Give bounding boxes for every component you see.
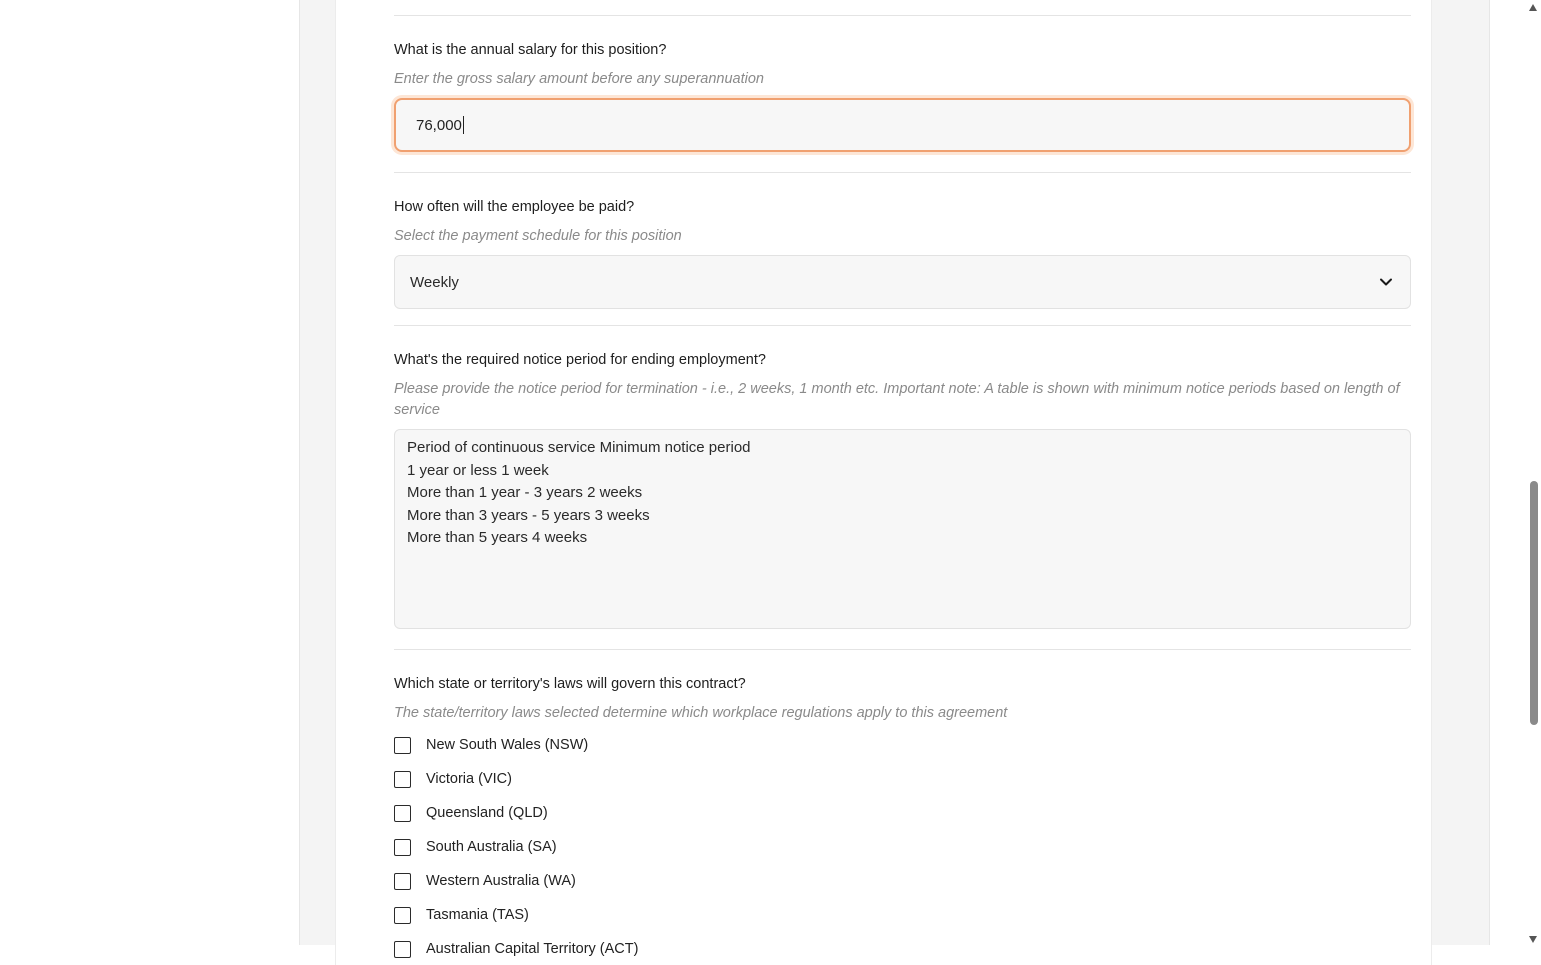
scrollbar-thumb[interactable]	[1530, 481, 1538, 725]
section-divider	[394, 649, 1411, 650]
pay-frequency-help-text: Select the payment schedule for this position	[394, 228, 682, 244]
state-option-label: Tasmania (TAS)	[426, 907, 529, 923]
pay-frequency-selected-value: Weekly	[410, 273, 459, 291]
text-cursor	[463, 116, 464, 134]
notice-line: More than 3 years - 5 years 3 weeks	[407, 506, 650, 524]
state-option-label: Victoria (VIC)	[426, 771, 512, 787]
state-option-sa[interactable]	[394, 837, 557, 857]
notice-line: More than 5 years 4 weeks	[407, 529, 588, 546]
salary-input-value: 76,000	[416, 116, 462, 134]
state-option-vic[interactable]	[394, 769, 512, 789]
notice-question-label: What's the required notice period for ending employment?	[394, 352, 766, 368]
notice-line: More than 1 year - 3 years 2 weeks	[407, 484, 643, 501]
state-option-label: Australian Capital Territory (ACT)	[426, 941, 639, 957]
checkbox[interactable]	[394, 839, 411, 856]
state-option-tas[interactable]	[394, 905, 529, 925]
state-option-act[interactable]	[394, 939, 638, 959]
state-option-nsw[interactable]	[394, 735, 588, 755]
salary-input[interactable]	[394, 98, 1411, 152]
notice-line: Period of continuous service Minimum notice period	[407, 439, 751, 456]
vertical-scrollbar[interactable]	[1526, 0, 1541, 945]
state-option-wa[interactable]	[394, 871, 576, 891]
checkbox[interactable]	[394, 907, 411, 924]
chevron-down-icon	[1379, 275, 1393, 289]
governing-law-question-label: Which state or territory's laws will govern this contract?	[394, 676, 746, 692]
checkbox[interactable]	[394, 771, 411, 788]
checkbox[interactable]	[394, 737, 411, 754]
state-option-label: Western Australia (WA)	[426, 873, 576, 889]
governing-law-help-text: The state/territory laws selected determine which workplace regulations apply to this agreement	[394, 705, 1008, 721]
section-divider	[394, 325, 1411, 326]
pay-frequency-question-label: How often will the employee be paid?	[394, 199, 635, 215]
salary-question-label: What is the annual salary for this position?	[394, 42, 667, 58]
state-option-qld[interactable]	[394, 803, 548, 823]
pay-frequency-select[interactable]	[394, 255, 1411, 309]
state-option-label: Queensland (QLD)	[426, 805, 548, 821]
notice-period-textarea[interactable]	[394, 429, 1411, 629]
scroll-up-arrow-icon[interactable]	[1529, 4, 1537, 11]
state-option-label: South Australia (SA)	[426, 839, 557, 855]
checkbox[interactable]	[394, 941, 411, 958]
notice-help-text: Please provide the notice period for termination - i.e., 2 weeks, 1 month etc. Important note: A table is shown with minimum notice periods based on length of service	[394, 381, 1400, 418]
checkbox[interactable]	[394, 873, 411, 890]
section-divider	[394, 172, 1411, 173]
notice-line: 1 year or less 1 week	[407, 461, 549, 479]
state-option-label: New South Wales (NSW)	[426, 737, 589, 753]
section-divider	[394, 15, 1411, 16]
checkbox[interactable]	[394, 805, 411, 822]
salary-help-text: Enter the gross salary amount before any superannuation	[394, 71, 764, 87]
scroll-down-arrow-icon[interactable]	[1529, 936, 1537, 943]
